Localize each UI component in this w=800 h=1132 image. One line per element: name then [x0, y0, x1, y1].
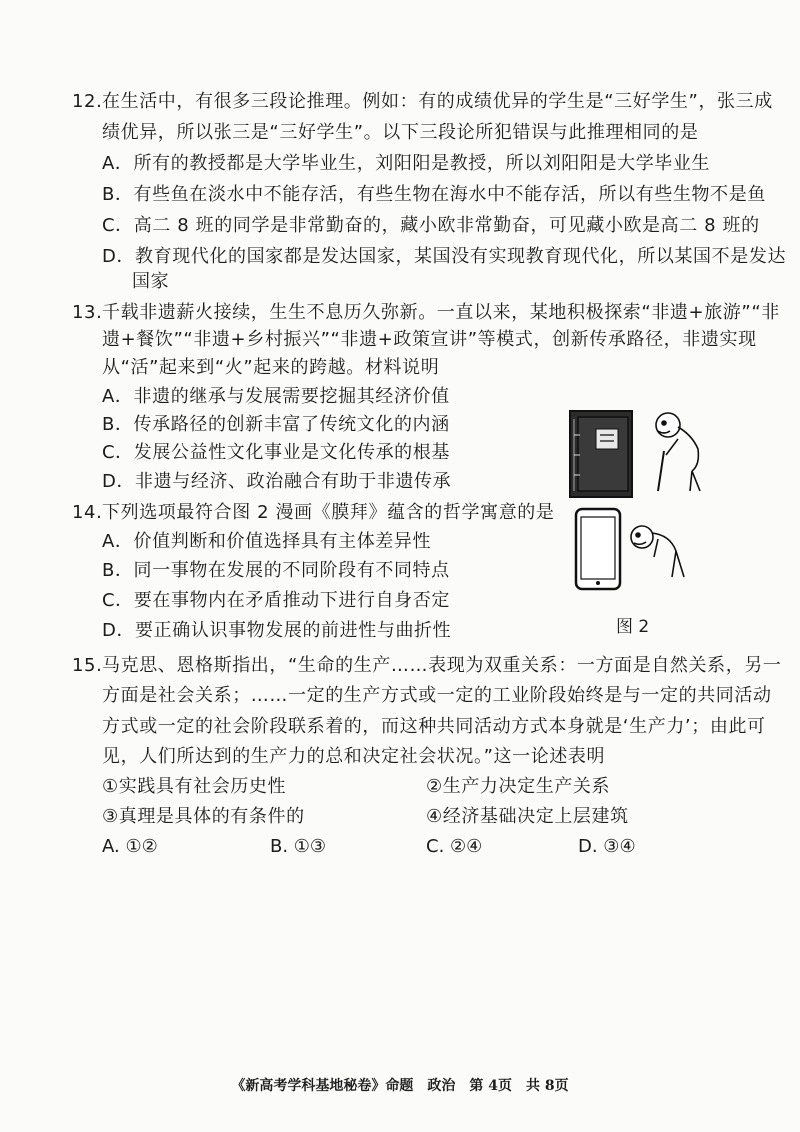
page-footer: 《新高考学科基地秘卷》命题 政治 第 4页 共 8页 — [231, 1078, 569, 1094]
q13-option-d: D．非遗与经济、政治融合有助于非遗传承 — [102, 471, 452, 492]
q15-answer-c: C. ②④ — [426, 836, 483, 857]
q14-option-a: A．价值判断和价值选择具有主体差异性 — [102, 531, 432, 552]
q12-option-c: C．高二 8 班的同学是非常勤奋的，藏小欧非常勤奋，可见藏小欧是高二 8 班的 — [102, 215, 760, 236]
q15-statement-1: ①实践具有社会历史性 — [102, 776, 287, 797]
q13-stem-text1: 千载非遗薪火接续，生生不息历久弥新。一直以来，某地积极探索“非遗+旅游”“非 — [102, 302, 780, 323]
q13-option-b: B．传承路径的创新丰富了传统文化的内涵 — [102, 414, 450, 435]
q13-option-a: A．非遗的继承与发展需要挖掘其经济价值 — [102, 386, 450, 407]
smartphone-illustration — [576, 509, 620, 589]
figure-2-label: 图 2 — [616, 617, 650, 637]
q14-option-c: C．要在事物内在矛盾推动下进行自身否定 — [102, 590, 450, 611]
q12-stem-text1: 在生活中，有很多三段论推理。例如：有的成绩优异的学生是“三好学生”，张三成 — [102, 91, 773, 112]
q14-number: 14. — [72, 502, 103, 523]
q13-option-c: C．发展公益性文化事业是文化传承的根基 — [102, 442, 450, 463]
q15-stem-text1: 马克思、恩格斯指出，“生命的生产……表现为双重关系：一方面是自然关系，另一 — [102, 655, 782, 676]
q13-stem-line3: 从“活”起来到“火”起来的跨越。材料说明 — [102, 357, 440, 378]
q12-option-b: B．有些鱼在淡水中不能存活，有些生物在海水中不能存活，所以有些生物不是鱼 — [102, 184, 766, 205]
q15-answer-a: A. ①② — [102, 836, 158, 857]
q12-stem-line1 — [72, 90, 773, 114]
q15-number: 15. — [72, 655, 103, 676]
q12-number: 12. — [72, 91, 103, 112]
q15-stem-line2: 方面是社会关系；……一定的生产方式或一定的工业阶段始终是与一定的共同活动 — [102, 685, 772, 706]
ancient-book-illustration — [570, 411, 632, 497]
q12-stem-line2: 绩优异，所以张三是“三好学生”。以下三段论所犯错误与此推理相同的是 — [102, 122, 699, 143]
q14-stem-text: 下列选项最符合图 2 漫画《膜拜》蕴含的哲学寓意的是 — [102, 502, 555, 523]
q13-stem-line2: 遗+餐饮”“非遗+乡村振兴”“非遗+政策宣讲”等模式，创新传承路径，非遗实现 — [102, 329, 757, 350]
q15-answer-d: D. ③④ — [578, 836, 636, 857]
figure-2-cartoon — [560, 405, 720, 605]
q15-stem-line1 — [72, 654, 782, 678]
q15-stem-line4: 见，人们所达到的生产力的总和决定社会状况。”这一论述表明 — [102, 746, 606, 767]
q14-option-b: B．同一事物在发展的不同阶段有不同特点 — [102, 560, 450, 581]
q15-statement-3: ③真理是具体的有条件的 — [102, 806, 305, 827]
q15-statement-4: ④经济基础决定上层建筑 — [426, 806, 629, 827]
q14-stem-line — [72, 501, 555, 525]
q14-option-d: D．要正确认识事物发展的前进性与曲折性 — [102, 620, 452, 641]
q12-option-d-cont: 国家 — [132, 271, 170, 292]
q13-stem-line1 — [72, 301, 780, 325]
q15-answer-b: B. ①③ — [270, 836, 327, 857]
q12-option-a: A．所有的教授都是大学毕业生，刘阳阳是教授，所以刘阳阳是大学毕业生 — [102, 153, 711, 174]
q12-option-d: D．教育现代化的国家都是发达国家，某国没有实现教育现代化，所以某国不是发达 — [102, 246, 787, 267]
bowing-man-bottom — [631, 526, 684, 577]
q13-number: 13. — [72, 302, 103, 323]
q15-stem-line3: 方式或一定的社会阶段联系着的，而这种共同活动方式本身就是‘生产力’；由此可 — [102, 716, 766, 737]
bowing-old-man-top — [656, 413, 700, 491]
q15-statement-2: ②生产力决定生产关系 — [426, 776, 611, 797]
